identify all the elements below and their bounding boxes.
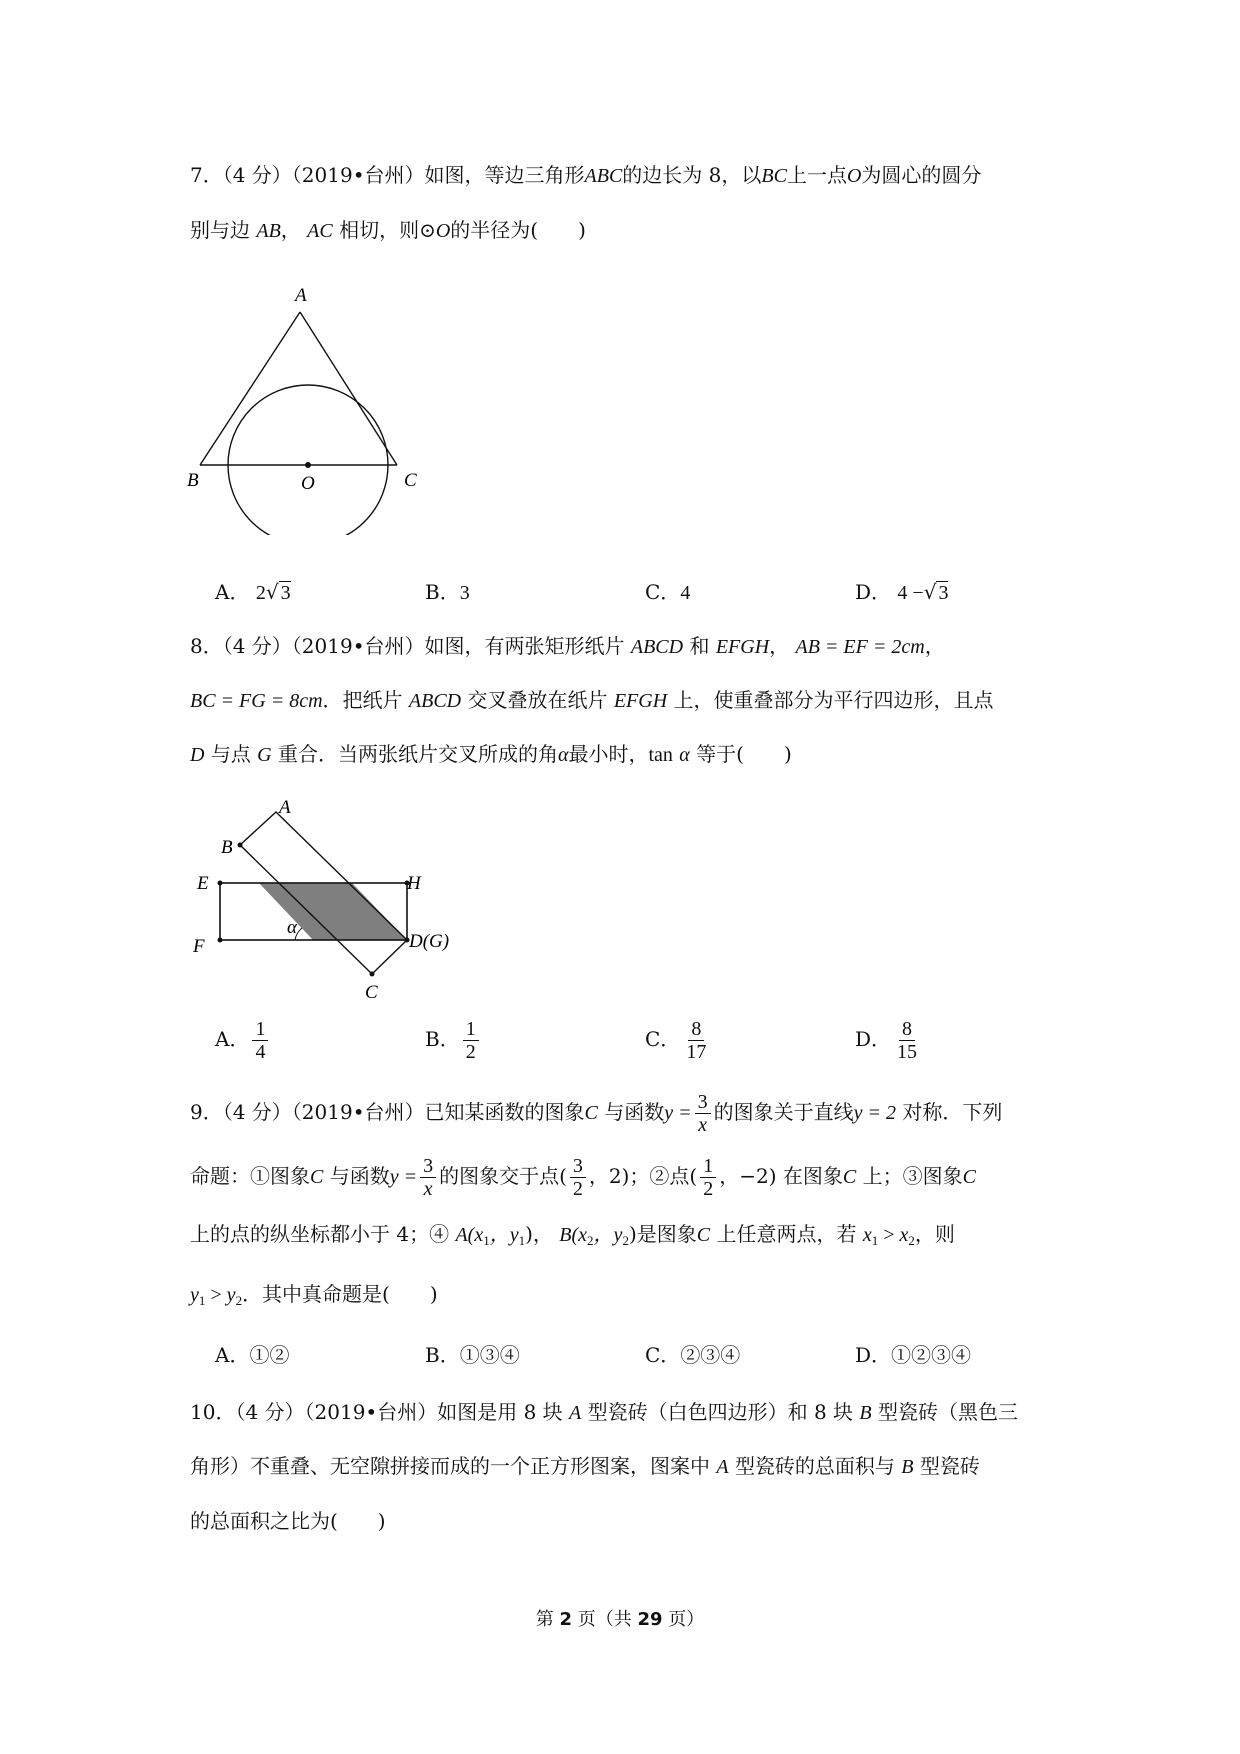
math-var: y xyxy=(226,1284,236,1306)
numerator: 8 xyxy=(899,1018,915,1041)
math-var: AC xyxy=(307,220,333,242)
q8-option-b[interactable] xyxy=(425,1018,482,1063)
point-b xyxy=(238,843,243,848)
fraction xyxy=(420,1155,436,1200)
numerator: 1 xyxy=(700,1155,716,1178)
option-label: D． xyxy=(855,1343,892,1367)
text: )， xyxy=(525,1222,553,1246)
q7-option-c[interactable] xyxy=(645,578,690,607)
math-var: C xyxy=(696,1224,711,1246)
option-text: 3 xyxy=(459,582,470,604)
text: ．其中真命题是( ) xyxy=(242,1282,438,1306)
text: 重合．当两张纸片交叉所成的角 xyxy=(277,742,558,766)
option-label: B． xyxy=(425,1343,460,1367)
sqrt: √ 3 xyxy=(923,580,949,604)
text: 的图象关于直线 xyxy=(713,1100,854,1124)
label-e: E xyxy=(197,873,209,894)
q7-option-b[interactable] xyxy=(425,578,470,607)
q9-line-3 xyxy=(190,1220,955,1255)
fraction xyxy=(463,1018,479,1063)
numerator: 1 xyxy=(252,1018,268,1041)
text: 与点 xyxy=(210,742,251,766)
side-ac xyxy=(300,312,397,465)
inscribed-circle xyxy=(228,385,388,535)
math-var: x xyxy=(862,1224,872,1246)
math-eq: y = xyxy=(664,1102,692,1124)
option-text: ①③④ xyxy=(459,1343,520,1367)
math-var: α xyxy=(557,744,569,766)
fraction xyxy=(252,1018,268,1063)
page-total: 29 xyxy=(637,1609,663,1630)
label-o: O xyxy=(301,473,315,494)
numerator: 3 xyxy=(570,1155,586,1178)
operator: > xyxy=(205,1284,227,1306)
math-var: BC xyxy=(761,165,787,187)
text: 第 xyxy=(535,1609,560,1630)
math-var: ABCD xyxy=(630,636,684,658)
subscript: 2 xyxy=(622,1233,629,1248)
q8-line-2 xyxy=(190,686,994,715)
math-var: x xyxy=(899,1224,909,1246)
q7-option-d[interactable] xyxy=(855,578,948,607)
text: ，则 xyxy=(914,1222,955,1246)
text: 上；③图象 xyxy=(862,1164,963,1188)
label-b: B xyxy=(187,470,199,491)
math-var: O xyxy=(846,165,862,187)
math-var: G xyxy=(257,744,272,766)
text: ，2)；②点( xyxy=(588,1164,698,1188)
math-var: ABCD xyxy=(408,690,462,712)
math-var: C xyxy=(962,1166,976,1188)
text: 7．（4 分）（2019•台州）如图，等边三角形 xyxy=(190,163,585,187)
text: 上任意两点，若 xyxy=(716,1222,857,1246)
numerator: 3 xyxy=(695,1091,711,1114)
option-text: ①② xyxy=(249,1343,290,1367)
q9-option-a[interactable] xyxy=(215,1341,289,1369)
sqrt: √ 3 xyxy=(265,580,291,604)
fraction xyxy=(894,1018,920,1063)
text: 角形）不重叠、无空隙拼接而成的一个正方形图案，图案中 xyxy=(190,1454,710,1478)
label-dg: D(G) xyxy=(409,931,450,952)
text: 型瓷砖（黑色三 xyxy=(878,1400,1018,1424)
option-label: C． xyxy=(645,1343,681,1367)
option-label: A． xyxy=(215,580,250,604)
math-func: tan xyxy=(648,744,673,766)
option-label: C． xyxy=(645,580,681,604)
text: 的图象交于点( xyxy=(439,1164,567,1188)
text: 为圆心的圆分 xyxy=(861,163,982,187)
label-c: C xyxy=(365,982,378,1003)
q8-line-3 xyxy=(190,740,792,769)
option-label: D． xyxy=(855,580,892,604)
math-var: ，y xyxy=(489,1224,519,1246)
text: 别与边 xyxy=(190,218,250,242)
text: 是图象 xyxy=(636,1222,697,1246)
label-b: B xyxy=(221,837,233,858)
text: 与函数 xyxy=(329,1164,390,1188)
numerator: 3 xyxy=(420,1155,436,1178)
text: 对称．下列 xyxy=(902,1100,1003,1124)
option-label: D． xyxy=(855,1027,892,1051)
text: 和 xyxy=(689,634,710,658)
point-e xyxy=(218,881,223,886)
text: 命题：①图象 xyxy=(190,1164,310,1188)
q8-option-d[interactable] xyxy=(855,1018,923,1063)
math-var: EFGH xyxy=(613,690,668,712)
text: ，−2) 在图象 xyxy=(719,1164,843,1188)
text: 上一点 xyxy=(786,163,847,187)
subscript: 1 xyxy=(871,1233,879,1248)
option-label: C． xyxy=(645,1027,681,1051)
text: 的总面积之比为( ) xyxy=(190,1509,386,1533)
math-var: C xyxy=(842,1166,857,1188)
denominator: 2 xyxy=(572,1178,583,1200)
fraction xyxy=(570,1155,586,1200)
text: ) xyxy=(628,1222,637,1246)
text: 相切，则 xyxy=(339,218,420,242)
subscript: 1 xyxy=(198,1293,206,1308)
radicand: 3 xyxy=(280,582,291,604)
math-var: A xyxy=(569,1402,582,1424)
math-eq: BC = FG = 8cm xyxy=(190,690,323,712)
text: 上，使重叠部分为平行四边形，且点 xyxy=(673,688,994,712)
option-text: 4 xyxy=(680,582,691,604)
option-text: ②③④ xyxy=(680,1343,741,1367)
subscript: 2 xyxy=(235,1293,243,1308)
label-h: H xyxy=(407,873,421,894)
q7-line-2 xyxy=(190,216,586,245)
q9-option-d[interactable] xyxy=(855,1341,971,1369)
denominator: 4 xyxy=(255,1041,266,1063)
text: 8．（4 分）（2019•台州）如图，有两张矩形纸片 xyxy=(190,634,625,658)
math-var: y xyxy=(190,1284,199,1306)
q9-line-1 xyxy=(190,1091,1002,1136)
math-var: C xyxy=(584,1102,598,1124)
text: 交叉叠放在纸片 xyxy=(467,688,608,712)
math-var: AB xyxy=(256,220,281,242)
fraction xyxy=(683,1018,709,1063)
text: ．把纸片 xyxy=(322,688,403,712)
math-eq: y = xyxy=(389,1166,418,1188)
denominator: 15 xyxy=(897,1041,918,1063)
math-var: B(x xyxy=(559,1224,588,1246)
text: 与函数 xyxy=(604,1100,665,1124)
subscript: 1 xyxy=(483,1233,490,1248)
point-f xyxy=(218,938,223,943)
text: 4 − xyxy=(897,582,924,604)
denominator: x xyxy=(423,1178,433,1200)
page-number: 2 xyxy=(559,1609,572,1630)
math-var: B xyxy=(859,1402,872,1424)
point-c xyxy=(370,972,375,977)
math-var: O xyxy=(435,220,451,242)
math-var: A xyxy=(716,1456,729,1478)
text: 的边长为 8，以 xyxy=(622,163,762,187)
text: 型瓷砖 xyxy=(919,1454,980,1478)
numerator: 1 xyxy=(463,1018,479,1041)
q9-option-b[interactable] xyxy=(425,1341,520,1369)
text: ， xyxy=(769,634,790,658)
fraction xyxy=(700,1155,716,1200)
math-var: ，y xyxy=(593,1224,623,1246)
math-var: α xyxy=(679,744,690,766)
math-var: EFGH xyxy=(715,636,770,658)
option-label: B． xyxy=(425,1027,460,1051)
label-a: A xyxy=(279,797,291,818)
math-var: C xyxy=(310,1166,324,1188)
text: 最小时， xyxy=(568,742,649,766)
text: ， xyxy=(280,218,301,242)
numerator: 8 xyxy=(688,1018,704,1041)
text: 9．（4 分）（2019•台州）已知某函数的图象 xyxy=(190,1100,585,1124)
option-text: ①②③④ xyxy=(891,1343,972,1367)
denominator: 2 xyxy=(703,1178,714,1200)
denominator: x xyxy=(698,1114,708,1136)
page-footer xyxy=(0,1605,1240,1631)
text: 页（共 xyxy=(572,1609,638,1630)
text: 页） xyxy=(662,1609,705,1630)
text: 上的点的纵坐标都小于 4；④ xyxy=(190,1222,450,1246)
q9-option-c[interactable] xyxy=(645,1341,740,1369)
circle-symbol: ⊙ xyxy=(419,220,436,242)
text: 10．（4 分）（2019•台州）如图是用 8 块 xyxy=(190,1400,563,1424)
text: 2 xyxy=(255,582,266,604)
math-var: ABC xyxy=(584,165,623,187)
q10-line-1 xyxy=(190,1398,1018,1427)
q7-option-a[interactable] xyxy=(215,578,291,607)
q7-figure xyxy=(185,275,435,535)
option-label: A． xyxy=(215,1027,250,1051)
q9-line-2 xyxy=(190,1155,976,1200)
option-label: B． xyxy=(425,580,460,604)
math-var: B xyxy=(901,1456,914,1478)
q10-line-2 xyxy=(190,1452,980,1481)
q7-line-1 xyxy=(190,161,981,190)
math-eq: y = 2 xyxy=(853,1102,896,1124)
math-var: A(x xyxy=(455,1224,484,1246)
math-var: D xyxy=(190,744,205,766)
q8-option-c[interactable] xyxy=(645,1018,712,1063)
radicand: 3 xyxy=(938,582,949,604)
option-label: A． xyxy=(215,1343,250,1367)
operator: > xyxy=(878,1224,900,1246)
q10-line-3 xyxy=(190,1507,386,1535)
subscript: 2 xyxy=(908,1233,915,1248)
subscript: 1 xyxy=(518,1233,526,1248)
q8-figure xyxy=(185,795,475,1010)
q8-line-1 xyxy=(190,632,945,661)
label-alpha: α xyxy=(287,917,297,938)
subscript: 2 xyxy=(587,1233,594,1248)
center-dot xyxy=(305,462,311,468)
q9-line-4 xyxy=(190,1280,438,1315)
denominator: 2 xyxy=(465,1041,476,1063)
denominator: 17 xyxy=(686,1041,707,1063)
text: 等于( ) xyxy=(696,742,792,766)
text: 型瓷砖的总面积与 xyxy=(734,1454,895,1478)
label-c: C xyxy=(404,470,417,491)
text: ， xyxy=(924,634,945,658)
math-eq: AB = EF = 2cm xyxy=(795,636,925,658)
label-a: A xyxy=(295,285,307,306)
text: 的半径为( ) xyxy=(450,218,586,242)
overlap-parallelogram xyxy=(259,883,407,940)
fraction xyxy=(695,1091,711,1136)
text: 型瓷砖（白色四边形）和 8 块 xyxy=(587,1400,854,1424)
q8-option-a[interactable] xyxy=(215,1018,271,1063)
label-f: F xyxy=(193,936,205,957)
